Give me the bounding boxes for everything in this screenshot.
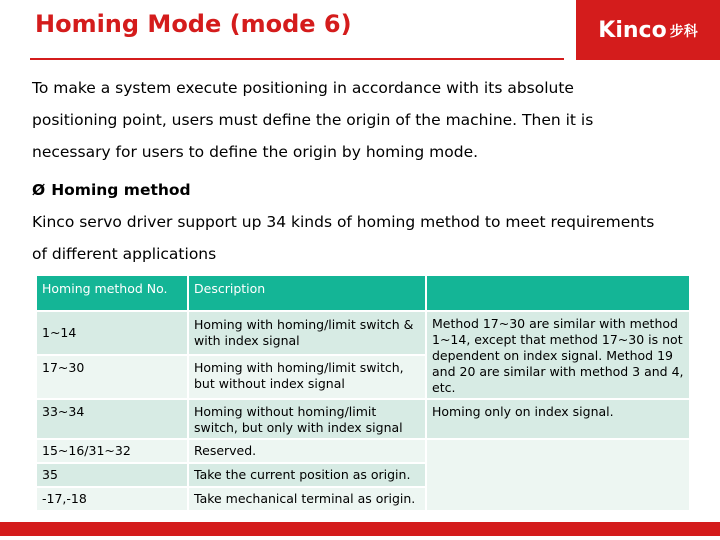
method-no-cell: 35 (37, 464, 187, 486)
table-row (37, 312, 689, 354)
intro-paragraph (32, 72, 692, 168)
intro-line: positioning point, users must define the origin of the machine. Then it is (32, 111, 594, 129)
kinco-logo (576, 0, 720, 60)
description-cell: Homing with homing/limit switch & with index signal (189, 312, 425, 354)
method-no-cell: -17,-18 (37, 488, 187, 510)
logo-wordmark: Kinco (598, 17, 667, 43)
arrow-bullet-icon: Ø (32, 181, 46, 199)
description-cell: Homing with homing/limit switch, but without index signal (189, 356, 425, 398)
method-no-cell: 17~30 (37, 356, 187, 398)
description-cell: Take the current position as origin. (189, 464, 425, 486)
homing-method-table (35, 274, 691, 512)
method-no-cell: 15~16/31~32 (37, 440, 187, 462)
title-underline (30, 58, 564, 60)
header-homing-method-no: Homing method No. (37, 276, 187, 310)
page-title: Homing Mode (mode 6) (35, 10, 352, 38)
table-header-row (37, 276, 689, 310)
footer-bar (0, 522, 720, 536)
description-paragraph (32, 206, 712, 270)
bullet-text: Homing method (51, 181, 191, 199)
description-cell: Take mechanical terminal as origin. (189, 488, 425, 510)
header-notes (427, 276, 689, 310)
logo-chinese: 步科 (669, 24, 698, 40)
note-cell: Method 17~30 are similar with method 1~14, except that method 17~30 is not dependent on index signal. Method 19 and 20 are similar with method 3 and 4, etc. (427, 312, 689, 398)
empty-cell (427, 440, 689, 510)
description-cell: Reserved. (189, 440, 425, 462)
intro-line: To make a system execute positioning in accordance with its absolute (32, 79, 574, 97)
description-cell: Homing without homing/limit switch, but only with index signal (189, 400, 425, 438)
description-line: of different applications (32, 245, 217, 263)
description-line: Kinco servo driver support up 34 kinds of homing method to meet requirements (32, 213, 655, 231)
table-row (37, 440, 689, 462)
method-no-cell: 1~14 (37, 312, 187, 354)
table-row (37, 400, 689, 438)
note-cell: Homing only on index signal. (427, 400, 689, 438)
intro-line: necessary for users to define the origin by homing mode. (32, 143, 479, 161)
method-no-cell: 33~34 (37, 400, 187, 438)
header-description: Description (189, 276, 425, 310)
homing-method-heading (32, 174, 191, 206)
